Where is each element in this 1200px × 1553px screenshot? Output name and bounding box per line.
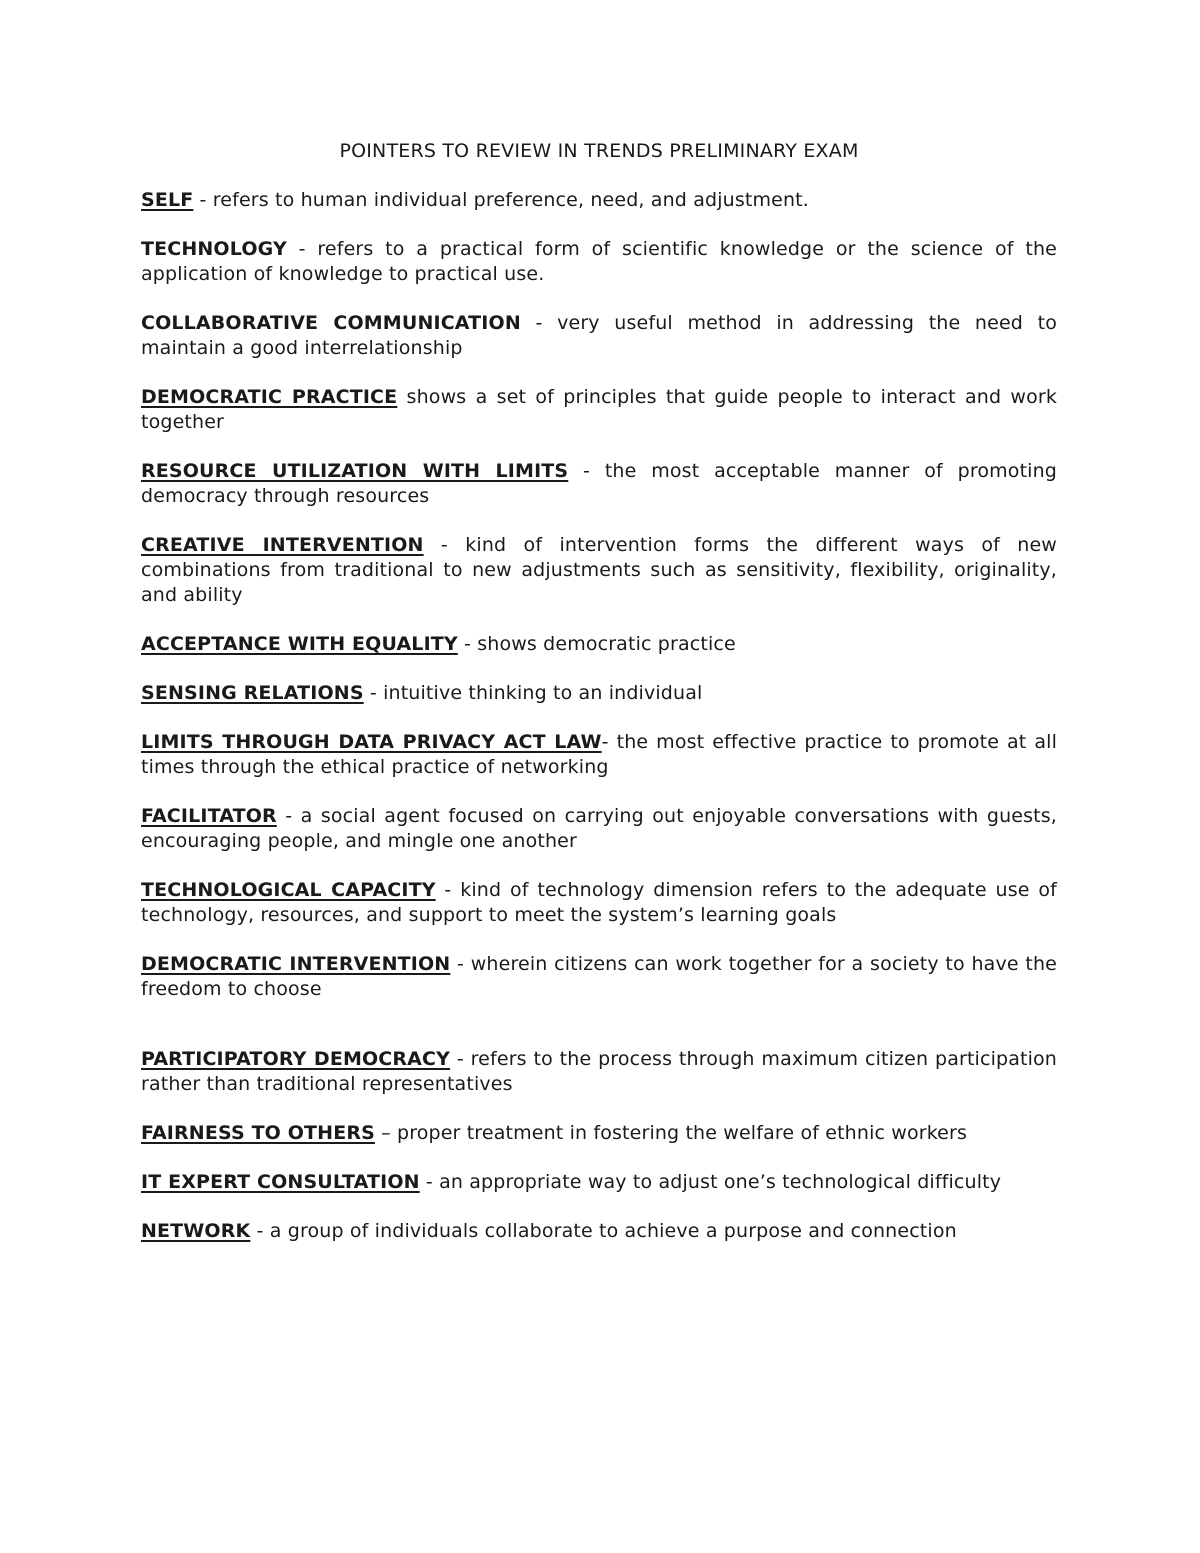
entry-definition: - an appropriate way to adjust one’s technological difficulty: [419, 1171, 1002, 1193]
entry-term: CREATIVE INTERVENTION: [141, 534, 424, 556]
entry-term: NETWORK: [141, 1220, 251, 1242]
entry-term: ACCEPTANCE WITH EQUALITY: [141, 633, 458, 655]
entry-term: FAIRNESS TO OTHERS: [141, 1122, 375, 1144]
entry-definition: - kind of technology dimension refers to the adequate use of technology, resources, and support to meet the system’s learning goals: [141, 879, 1057, 926]
entry-data-privacy-act: [141, 730, 1057, 780]
entry-network: [141, 1219, 1057, 1244]
entry-term: RESOURCE UTILIZATION WITH LIMITS: [141, 460, 569, 482]
entry-definition: - refers to a practical form of scientific knowledge or the science of the application of knowledge to practical use.: [141, 238, 1057, 285]
entry-definition: - refers to human individual preference, need, and adjustment.: [193, 189, 809, 211]
entry-definition: - intuitive thinking to an individual: [363, 682, 703, 704]
entry-term: LIMITS THROUGH DATA PRIVACY ACT LAW: [141, 731, 602, 753]
entry-resource-utilization: [141, 459, 1057, 509]
entry-term: SENSING RELATIONS: [141, 682, 364, 704]
entry-term: DEMOCRATIC PRACTICE: [141, 386, 398, 408]
document-title: POINTERS TO REVIEW IN TRENDS PRELIMINARY EXAM: [339, 140, 859, 162]
entry-technology: [141, 237, 1057, 287]
entry-term: TECHNOLOGICAL CAPACITY: [141, 879, 436, 901]
entry-definition: - a social agent focused on carrying out enjoyable conversations with guests, encouraging people, and mingle one another: [141, 805, 1057, 852]
entry-term: TECHNOLOGY: [141, 238, 287, 260]
entry-term: COLLABORATIVE COMMUNICATION: [141, 312, 521, 334]
entry-democratic-intervention: [141, 952, 1057, 1002]
entry-definition: shows a set of principles that guide people to interact and work together: [141, 386, 1058, 433]
entry-it-expert-consultation: [141, 1170, 1057, 1195]
entry-acceptance-with-equality: [141, 632, 1057, 657]
entry-collaborative-communication: [141, 311, 1057, 361]
entry-definition: - the most effective practice to promote at all times through the ethical practice of networking: [141, 731, 1057, 778]
entry-term: DEMOCRATIC INTERVENTION: [141, 953, 451, 975]
entry-participatory-democracy: [141, 1047, 1057, 1097]
entry-definition: - refers to the process through maximum citizen participation rather than traditional representatives: [141, 1048, 1057, 1095]
entry-term: SELF: [141, 189, 194, 211]
entry-self: [141, 188, 1057, 213]
entry-definition: - kind of intervention forms the different ways of new combinations from traditional to new adjustments such as sensitivity, flexibility, originality, and ability: [141, 534, 1057, 606]
entry-definition: – proper treatment in fostering the welfare of ethnic workers: [374, 1122, 968, 1144]
entry-creative-intervention: [141, 533, 1057, 608]
entry-definition: - very useful method in addressing the need to maintain a good interrelationship: [141, 312, 1057, 359]
document-page: [141, 140, 1057, 1268]
entry-facilitator: [141, 804, 1057, 854]
entry-definition: - shows democratic practice: [457, 633, 736, 655]
entry-technological-capacity: [141, 878, 1057, 928]
entry-definition: - a group of individuals collaborate to achieve a purpose and connection: [250, 1220, 957, 1242]
entry-term: PARTICIPATORY DEMOCRACY: [141, 1048, 451, 1070]
entry-definition: - wherein citizens can work together for a society to have the freedom to choose: [141, 953, 1057, 1000]
entry-term: FACILITATOR: [141, 805, 277, 827]
entry-term: IT EXPERT CONSULTATION: [141, 1171, 420, 1193]
entry-sensing-relations: [141, 681, 1057, 706]
entry-fairness-to-others: [141, 1121, 1057, 1146]
entry-democratic-practice: [141, 385, 1057, 435]
entry-definition: - the most acceptable manner of promoting democracy through resources: [141, 460, 1057, 507]
